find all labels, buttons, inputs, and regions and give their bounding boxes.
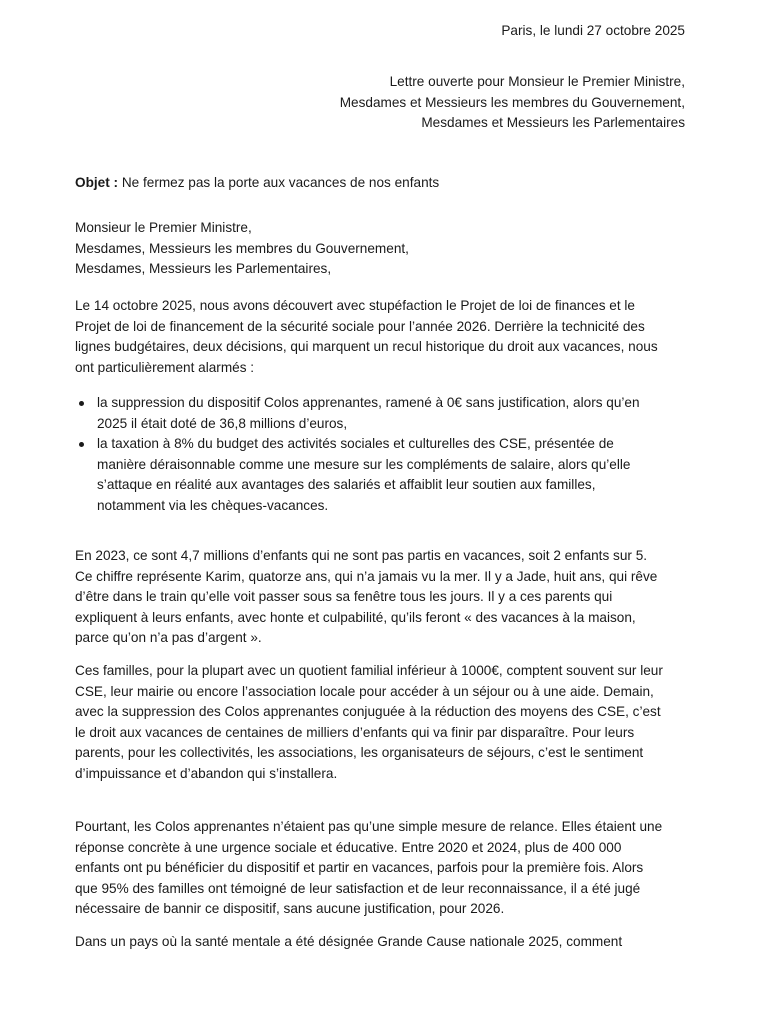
bullet-item <box>75 393 689 434</box>
text-line: ont particulièrement alarmés : <box>75 359 255 375</box>
text-line: avec la suppression des Colos apprenantes conjuguée à la réduction des moyens des CSE, c’est <box>75 704 661 720</box>
text-line: Dans un pays où la santé mentale a été désignée Grande Cause nationale 2025, comment <box>75 934 623 949</box>
text-line: Ce chiffre représente Karim, quatorze ans, qui n’a jamais vu la mer. Il y a Jade, huit ans, qui rêve <box>75 568 658 584</box>
bullet-list <box>75 393 689 517</box>
paragraph-intro <box>75 296 689 378</box>
text-line: Projet de loi de financement de la sécurité sociale pour l’année 2026. Derrière la technicité des <box>75 318 645 334</box>
text-line: le droit aux vacances de centaines de milliers d’enfants qui va finir par disparaître. Pour leurs <box>75 724 635 740</box>
recipient-line: Lettre ouverte pour Monsieur le Premier Ministre, <box>389 74 685 89</box>
paragraph-families <box>75 661 689 785</box>
paragraph-colos <box>75 817 689 920</box>
paragraph-statistics <box>75 546 689 649</box>
text-line: la suppression du dispositif Colos apprenantes, ramené à 0€ sans justification, alors qu’en <box>97 395 640 410</box>
text-line: parents, pour les collectivités, les associations, les organisateurs de séjours, c’est le sentiment <box>75 745 644 761</box>
salutation-line: Mesdames, Messieurs les Parlementaires, <box>75 261 332 277</box>
bullet-dot <box>79 401 84 406</box>
text-line: Ces familles, pour la plupart avec un quotient familial inférieur à 1000€, comptent souvent sur leur <box>75 663 663 678</box>
text-line: parce qu’on n’a pas d’argent ». <box>75 630 262 646</box>
text-line: s’attaque en réalité aux avantages des salariés et affaiblit leur soutien aux familles, <box>97 477 596 493</box>
text-line: réponse concrète à une urgence sociale et éducative. Entre 2020 et 2024, plus de 400 000 <box>75 839 622 855</box>
letter-date: Paris, le lundi 27 octobre 2025 <box>501 23 685 38</box>
bullet-dot <box>79 442 84 447</box>
text-line: que 95% des familles ont témoigné de leur satisfaction et de leur reconnaissance, il a été jugé <box>75 880 641 896</box>
text-line: enfants ont pu bénéficier du dispositif et partir en vacances, parfois pour la première fois. Alors <box>75 860 644 876</box>
text-line: d’impuissance et d’abandon qui s’installera. <box>75 765 338 781</box>
text-line: notamment via les chèques-vacances. <box>97 497 329 513</box>
subject-label: Objet : <box>75 175 119 190</box>
salutation-block <box>75 218 409 280</box>
text-line: Le 14 octobre 2025, nous avons découvert avec stupéfaction le Projet de loi de finances et le <box>75 298 635 313</box>
text-line: 2025 il était doté de 36,8 millions d’euros, <box>97 415 348 431</box>
recipients-block <box>340 72 685 134</box>
text-line: d’être dans le train qu’elle voit passer sous sa fenêtre tous les jours. Il y a ces parents qui <box>75 589 613 605</box>
paragraph-mental-health <box>75 932 689 953</box>
salutation-line: Monsieur le Premier Ministre, <box>75 220 252 235</box>
recipient-line: Mesdames et Messieurs les membres du Gouvernement, <box>339 94 685 110</box>
text-line: CSE, leur mairie ou encore l’association locale pour accéder à un séjour ou à une aide. Demain, <box>75 683 654 699</box>
subject-text: Ne fermez pas la porte aux vacances de nos enfants <box>121 175 440 190</box>
text-line: la taxation à 8% du budget des activités sociales et culturelles des CSE, présentée de <box>97 436 614 452</box>
salutation-line: Mesdames, Messieurs les membres du Gouvernement, <box>75 240 409 256</box>
text-line: nécessaire de bannir ce dispositif, sans aucune justification, pour 2026. <box>75 901 505 917</box>
text-line: lignes budgétaires, deux décisions, qui marquent un recul historique du droit aux vacances, nous <box>75 339 658 355</box>
recipient-line: Mesdames et Messieurs les Parlementaires <box>421 115 685 131</box>
bullet-item <box>75 434 689 516</box>
text-line: En 2023, ce sont 4,7 millions d’enfants qui ne sont pas partis en vacances, soit 2 enfants sur 5. <box>75 548 648 563</box>
text-line: Pourtant, les Colos apprenantes n’étaient pas qu’une simple mesure de relance. Elles étaient une <box>75 819 663 834</box>
subject-line <box>75 173 439 194</box>
text-line: expliquent à leurs enfants, avec honte et culpabilité, qu’ils feront « des vacances à la maison, <box>75 609 636 625</box>
text-line: manière déraisonnable comme une mesure sur les compléments de salaire, alors qu’elle <box>97 456 631 472</box>
